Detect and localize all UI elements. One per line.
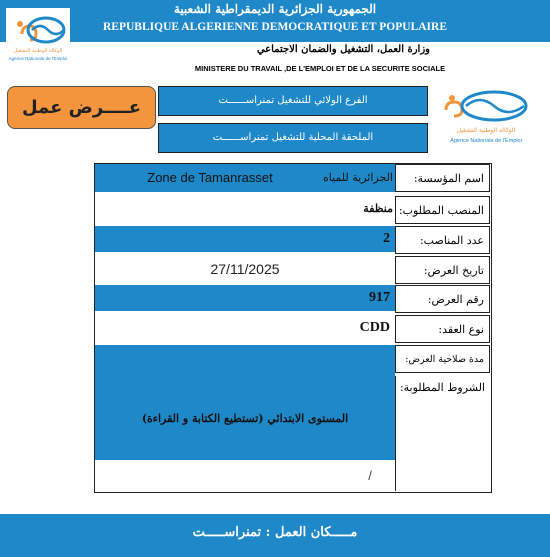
count-value: 2 [383, 231, 390, 246]
agency-logo-right [436, 88, 536, 146]
date-label: تاريخ العرض: [395, 256, 490, 284]
conditions-label: الشروط المطلوبة: [395, 376, 490, 491]
empty-marker: / [368, 468, 372, 483]
ministry-title-fr: MINISTERE DU TRAVAIL ,DE L'EMPLOI ET DE LA SECURITE SOCIALE [194, 64, 446, 73]
workplace-footer: مـــــكان العمل : تمنراســـــت [0, 514, 550, 557]
anem-logo-icon [436, 88, 536, 146]
svg-text:الوكالة الوطنية للتشغيل: الوكالة الوطنية للتشغيل [13, 48, 63, 54]
validity-label: مدة صلاحية العرض: [395, 345, 490, 373]
svg-text:الوكالة الوطنية للتشغيل: الوكالة الوطنية للتشغيل [456, 127, 516, 134]
company-label: اسم المؤسسة: [395, 164, 490, 192]
company-zone: Zone de Tamanrasset [147, 170, 273, 185]
position-value: منظفة [363, 202, 393, 215]
anem-logo-icon [6, 8, 70, 66]
contract-type: CDD [359, 320, 390, 335]
svg-text:Agence Nationale de l'Emploi: Agence Nationale de l'Emploi [8, 56, 68, 61]
offer-number: 917 [369, 290, 390, 305]
number-label: رقم العرض: [395, 285, 490, 313]
count-label: عدد المناصب: [395, 226, 490, 254]
ministry-title-ar: وزارة العمل، التشغيل والضمان الاجتماعي [256, 44, 430, 55]
contract-label: نوع العقد: [395, 315, 490, 343]
republic-title-fr: REPUBLIQUE ALGERIENNE DEMOCRATIQUE ET POPULAIRE [103, 21, 447, 33]
local-branch-box: الملحقة المحلية للتشغيل تمنراســــــت [158, 123, 428, 153]
offer-date: 27/11/2025 [210, 261, 280, 277]
conditions-value: المستوى الابتدائي (تستطيع الكتابة و القراءة) [141, 412, 349, 425]
republic-title-ar: الجمهورية الجزائرية الديمقراطية الشعبية [173, 2, 377, 16]
position-label: المنصب المطلوب: [395, 196, 490, 224]
company-name: الجزائرية للمياه [322, 171, 393, 184]
agency-logo-top [6, 8, 70, 66]
conditions-value-cell [95, 345, 395, 460]
regional-branch-box: الفرع الولائي للتشغيل تمنراســــــت [158, 86, 428, 116]
svg-text:Agence Nationale de l'Emploi: Agence Nationale de l'Emploi [450, 138, 522, 144]
job-offer-badge: عــــرض عمل [7, 86, 156, 129]
